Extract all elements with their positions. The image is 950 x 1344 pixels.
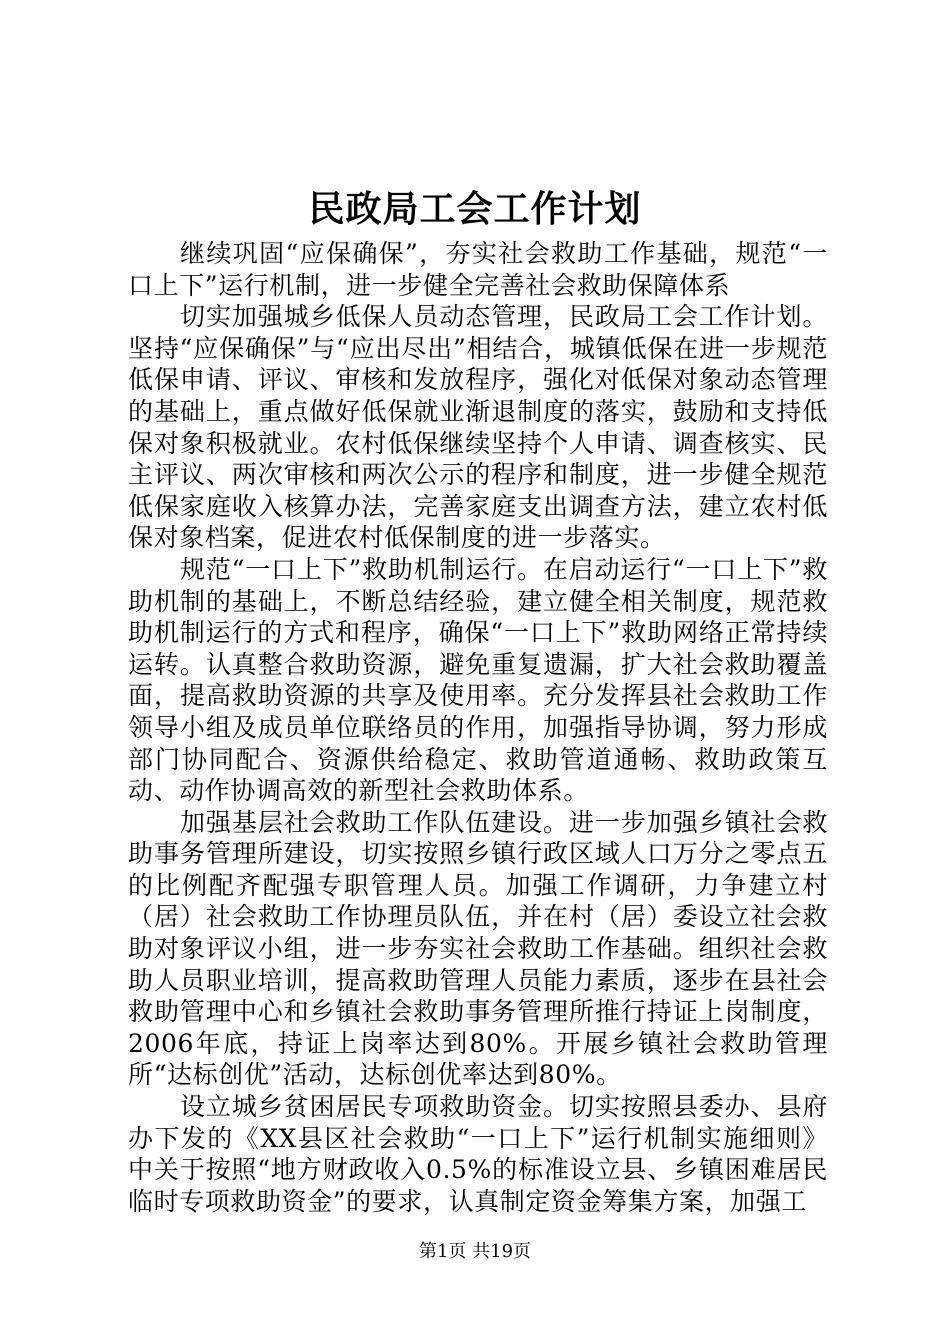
paragraph: 规范“一口上下”救助机制运行。在启动运行“一口上下”救助机制的基础上，不断总结经验，建立健全相关制度，规范救助机制运行的方式和程序，确保“一口上下”救助网络正常持续运转。认真整合救助资源，避免重复遗漏，扩大社会救助覆盖面，提高救助资源的共享及使用率。充分发挥县社会救助工作领导小组及成员单位联络员的作用，加强指导协调，努力形成部门协同配合、资源供给稳定、救助管道通畅、救助政策互动、动作协调高效的新型社会救助体系。: [128, 554, 828, 806]
paragraph: 切实加强城乡低保人员动态管理，民政局工会工作计划。坚持“应保确保”与“应出尽出”相结合，城镇低保在进一步规范低保申请、评议、审核和发放程序，强化对低保对象动态管理的基础上，重点做好低保就业渐退制度的落实，鼓励和支持低保对象积极就业。农村低保继续坚持个人申请、调查核实、民主评议、两次审核和两次公示的程序和制度，进一步健全规范低保家庭收入核算办法，完善家庭支出调查方法，建立农村低保对象档案，促进农村低保制度的进一步落实。: [128, 302, 828, 553]
document-body: [128, 238, 828, 1217]
paragraph: 设立城乡贫困居民专项救助资金。切实按照县委办、县府办下发的《XX县区社会救助“一口上下”运行机制实施细则》中关于按照“地方财政收入0.5%的标准设立县、乡镇困难居民临时专项救助资金”的要求，认真制定资金筹集方案，加强工: [128, 1092, 828, 1216]
document-title: 民政局工会工作计划: [308, 188, 642, 230]
page-footer: 第1页 共19页: [418, 1241, 532, 1262]
paragraph: 加强基层社会救助工作队伍建设。进一步加强乡镇社会救助事务管理所建设，切实按照乡镇行政区域人口万分之零点五的比例配齐配强专职管理人员。加强工作调研，力争建立村（居）社会救助工作协理员队伍，并在村（居）委设立社会救助对象评议小组，进一步夯实社会救助工作基础。组织社会救助人员职业培训，提高救助管理人员能力素质，逐步在县社会救助管理中心和乡镇社会救助事务管理所推行持证上岗制度，2006年底，持证上岗率达到80%。开展乡镇社会救助管理所“达标创优”活动，达标创优率达到80%。: [128, 807, 828, 1090]
paragraph: 继续巩固“应保确保”，夯实社会救助工作基础，规范“一口上下”运行机制，进一步健全完善社会救助保障体系: [128, 239, 828, 300]
